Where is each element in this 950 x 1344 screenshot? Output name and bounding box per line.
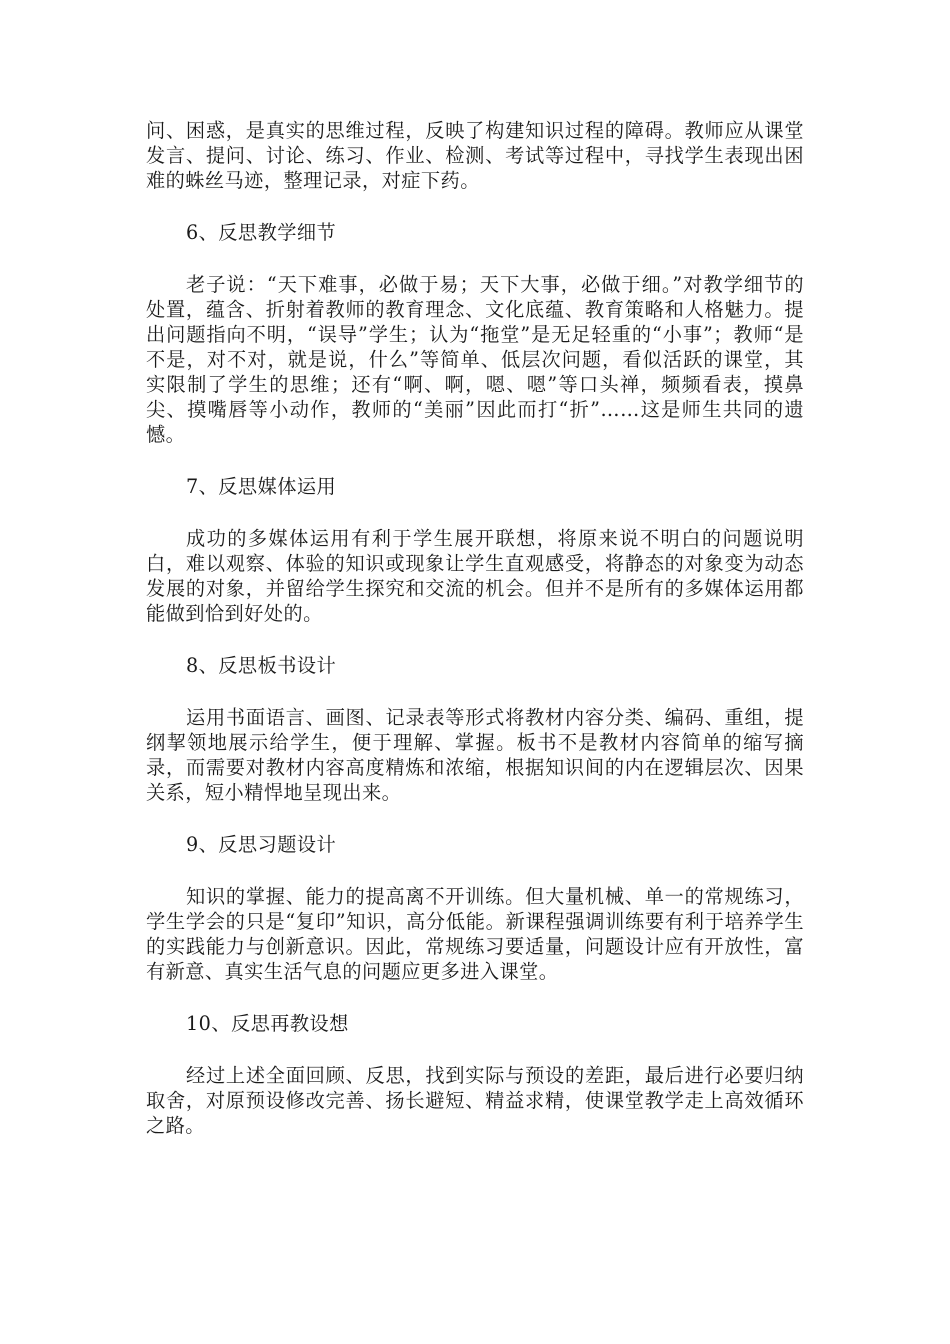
section-heading-10: 10、反思再教设想 — [186, 1012, 349, 1035]
section-body-7: 成功的多媒体运用有利于学生展开联想，将原来说不明白的问题说明白，难以观察、体验的知识或现象让学生直观感受，将静态的对象变为动态发展的对象，并留给学生探究和交流的机会。但并不是所有的多媒体运用都能做到恰到好处的。 — [146, 527, 804, 625]
section-heading-6: 6、反思教学细节 — [186, 221, 337, 244]
section-body-6: 老子说：“天下难事，必做于易；天下大事，必做于细。”对教学细节的处置，蕴含、折射着教师的教育理念、文化底蕴、教育策略和人格魅力。提出问题指向不明，“误导”学生；认为“拖堂”是无足轻重的“小事”；教师“是不是，对不对，就是说，什么”等简单、低层次问题，看似活跃的课堂，其实限制了学生的思维；还有“啊、啊，嗯、嗯”等口头禅，频频看表，摸鼻尖、摸嘴唇等小动作，教师的“美丽”因此而打“折”……这是师生共同的遗憾。 — [146, 273, 804, 446]
section-heading-9: 9、反思习题设计 — [186, 833, 337, 856]
intro-paragraph: 问、困惑，是真实的思维过程，反映了构建知识过程的障碍。教师应从课堂发言、提问、讨论、练习、作业、检测、考试等过程中，寻找学生表现出困难的蛛丝马迹，整理记录，对症下药。 — [146, 119, 804, 192]
document-page — [146, 118, 804, 1138]
section-body-10: 经过上述全面回顾、反思，找到实际与预设的差距，最后进行必要归纳取舍，对原预设修改完善、扬长避短、精益求精，使课堂教学走上高效循环之路。 — [146, 1064, 804, 1137]
section-heading-8: 8、反思板书设计 — [186, 654, 337, 677]
section-heading-7: 7、反思媒体运用 — [186, 475, 337, 498]
section-body-8: 运用书面语言、画图、记录表等形式将教材内容分类、编码、重组，提纲挈领地展示给学生，便于理解、掌握。板书不是教材内容简单的缩写摘录，而需要对教材内容高度精炼和浓缩，根据知识间的内在逻辑层次、因果关系，短小精悍地呈现出来。 — [146, 706, 804, 804]
section-body-9: 知识的掌握、能力的提高离不开训练。但大量机械、单一的常规练习，学生学会的只是“复印”知识，高分低能。新课程强调训练要有利于培养学生的实践能力与创新意识。因此，常规练习要适量，问题设计应有开放性，富有新意、真实生活气息的问题应更多进入课堂。 — [146, 885, 804, 983]
